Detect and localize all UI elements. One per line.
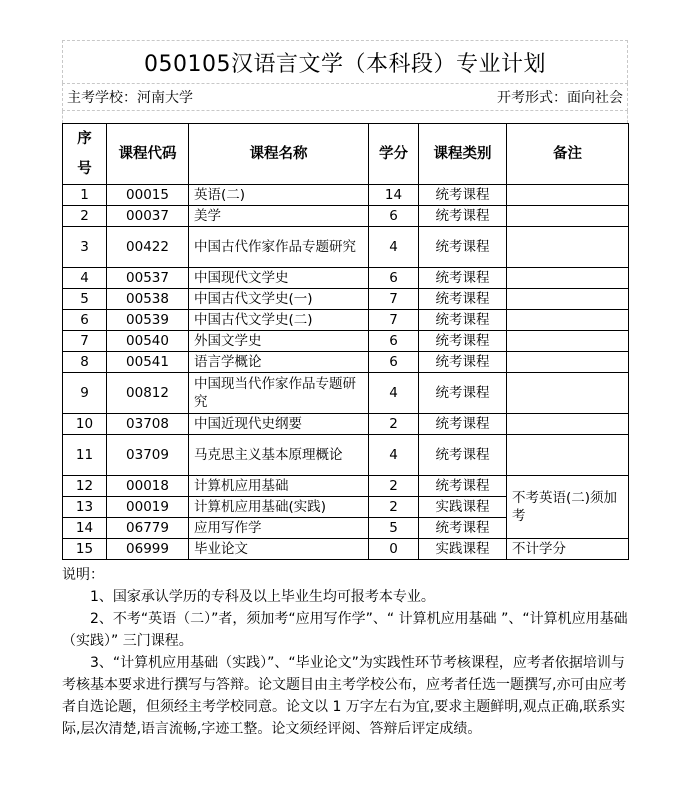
- cell-name: 毕业论文: [189, 539, 369, 560]
- cell-credit: 6: [369, 268, 419, 289]
- header-credit: 学分: [369, 124, 419, 185]
- cell-code: 00539: [107, 310, 189, 331]
- cell-code: 06999: [107, 539, 189, 560]
- cell-name: 中国古代作家作品专题研究: [189, 227, 369, 268]
- cell-remark: [507, 352, 629, 373]
- cell-type: 实践课程: [419, 497, 507, 518]
- cell-name: 中国古代文学史(一): [189, 289, 369, 310]
- cell-credit: 7: [369, 310, 419, 331]
- cell-seq: 14: [63, 518, 107, 539]
- page-title: 050105汉语言文学（本科段）专业计划: [62, 40, 628, 83]
- cell-seq: 2: [63, 206, 107, 227]
- cell-name: 美学: [189, 206, 369, 227]
- cell-name: 中国古代文学史(二): [189, 310, 369, 331]
- cell-seq: 5: [63, 289, 107, 310]
- cell-type: 统考课程: [419, 352, 507, 373]
- table-row: [63, 206, 629, 227]
- header-seq: [63, 124, 107, 185]
- cell-credit: 4: [369, 435, 419, 476]
- cell-seq: 8: [63, 352, 107, 373]
- table-row: [63, 476, 629, 497]
- cell-remark: [507, 310, 629, 331]
- cell-name: 中国现代文学史: [189, 268, 369, 289]
- cell-seq: 7: [63, 331, 107, 352]
- cell-code: 00540: [107, 331, 189, 352]
- cell-remark-merged: 不考英语(二)须加考: [507, 476, 629, 539]
- exam-form-label: 开考形式：面向社会: [497, 90, 623, 106]
- cell-credit: 2: [369, 414, 419, 435]
- cell-remark: [507, 289, 629, 310]
- table-row: [63, 227, 629, 268]
- table-row: [63, 435, 629, 476]
- cell-remark: [507, 185, 629, 206]
- cell-seq: 3: [63, 227, 107, 268]
- cell-code: 06779: [107, 518, 189, 539]
- cell-seq: 9: [63, 373, 107, 414]
- table-row: [63, 414, 629, 435]
- cell-credit: 5: [369, 518, 419, 539]
- notes-section: [62, 564, 628, 740]
- cell-name: 中国现当代作家作品专题研究: [189, 373, 369, 414]
- spacer: [62, 111, 628, 123]
- cell-type: 统考课程: [419, 518, 507, 539]
- cell-credit: 14: [369, 185, 419, 206]
- cell-seq: 13: [63, 497, 107, 518]
- cell-name: 计算机应用基础: [189, 476, 369, 497]
- table-row: [63, 310, 629, 331]
- cell-credit: 6: [369, 352, 419, 373]
- cell-type: 统考课程: [419, 476, 507, 497]
- cell-credit: 6: [369, 331, 419, 352]
- cell-name: 英语(二): [189, 185, 369, 206]
- cell-code: 00541: [107, 352, 189, 373]
- cell-code: 00812: [107, 373, 189, 414]
- cell-code: 00538: [107, 289, 189, 310]
- cell-code: 00037: [107, 206, 189, 227]
- header-seq-top: 序: [77, 131, 92, 147]
- cell-credit: 4: [369, 373, 419, 414]
- table-row: [63, 268, 629, 289]
- cell-remark: [507, 414, 629, 435]
- cell-remark: 不计学分: [507, 539, 629, 560]
- cell-type: 统考课程: [419, 414, 507, 435]
- cell-remark: [507, 206, 629, 227]
- cell-type: 统考课程: [419, 331, 507, 352]
- cell-type: 统考课程: [419, 227, 507, 268]
- cell-type: 统考课程: [419, 289, 507, 310]
- header-type: 课程类别: [419, 124, 507, 185]
- cell-credit: 0: [369, 539, 419, 560]
- cell-name: 外国文学史: [189, 331, 369, 352]
- note-1: 1、国家承认学历的专科及以上毕业生均可报考本专业。: [90, 589, 435, 605]
- cell-remark: [507, 435, 629, 476]
- cell-seq: 11: [63, 435, 107, 476]
- cell-remark: [507, 268, 629, 289]
- meta-row: [62, 83, 628, 111]
- cell-seq: 6: [63, 310, 107, 331]
- cell-code: 00422: [107, 227, 189, 268]
- header-seq-bottom: 号: [77, 161, 92, 177]
- cell-code: 00018: [107, 476, 189, 497]
- table-row: [63, 289, 629, 310]
- cell-type: 统考课程: [419, 373, 507, 414]
- cell-remark: [507, 373, 629, 414]
- cell-credit: 6: [369, 206, 419, 227]
- cell-credit: 2: [369, 497, 419, 518]
- cell-seq: 15: [63, 539, 107, 560]
- cell-code: 03708: [107, 414, 189, 435]
- cell-seq: 10: [63, 414, 107, 435]
- cell-code: 03709: [107, 435, 189, 476]
- cell-credit: 7: [369, 289, 419, 310]
- header-name: 课程名称: [189, 124, 369, 185]
- cell-name: 语言学概论: [189, 352, 369, 373]
- cell-name: 马克思主义基本原理概论: [189, 435, 369, 476]
- table-row: [63, 352, 629, 373]
- table-row: [63, 373, 629, 414]
- cell-name: 中国近现代史纲要: [189, 414, 369, 435]
- cell-type: 统考课程: [419, 206, 507, 227]
- cell-code: 00019: [107, 497, 189, 518]
- cell-type: 统考课程: [419, 435, 507, 476]
- cell-remark: [507, 331, 629, 352]
- document-sheet: [62, 40, 628, 740]
- school-label: 主考学校：河南大学: [67, 90, 193, 106]
- cell-remark: [507, 227, 629, 268]
- cell-code: 00537: [107, 268, 189, 289]
- cell-seq: 4: [63, 268, 107, 289]
- cell-type: 统考课程: [419, 185, 507, 206]
- header-remark: 备注: [507, 124, 629, 185]
- cell-seq: 1: [63, 185, 107, 206]
- note-2: 2、不考“英语（二）”者，须加考“应用写作学”、“ 计算机应用基础 ”、“计算机应用基础（实践）” 三门课程。: [62, 611, 628, 649]
- table-row: [63, 185, 629, 206]
- note-3: 3、“计算机应用基础（实践）”、“毕业论文”为实践性环节考核课程，应考者依据培训与考核基本要求进行撰写与答辩。论文题目由主考学校公布，应考者任选一题撰写,亦可由应考者自选论题，但须经主考学校同意。论文以 1 万字左右为宜,要求主题鲜明,观点正确,联系实际,层次清楚,语言流畅,字迹工整。论文须经评阅、答辩后评定成绩。: [62, 655, 627, 737]
- cell-name: 计算机应用基础(实践): [189, 497, 369, 518]
- cell-name: 应用写作学: [189, 518, 369, 539]
- cell-code: 00015: [107, 185, 189, 206]
- cell-seq: 12: [63, 476, 107, 497]
- cell-credit: 4: [369, 227, 419, 268]
- cell-credit: 2: [369, 476, 419, 497]
- table-row: [63, 331, 629, 352]
- cell-type: 实践课程: [419, 539, 507, 560]
- notes-heading: 说明：: [62, 567, 104, 583]
- course-table: [62, 123, 629, 560]
- header-code: 课程代码: [107, 124, 189, 185]
- cell-type: 统考课程: [419, 310, 507, 331]
- cell-type: 统考课程: [419, 268, 507, 289]
- table-row: [63, 539, 629, 560]
